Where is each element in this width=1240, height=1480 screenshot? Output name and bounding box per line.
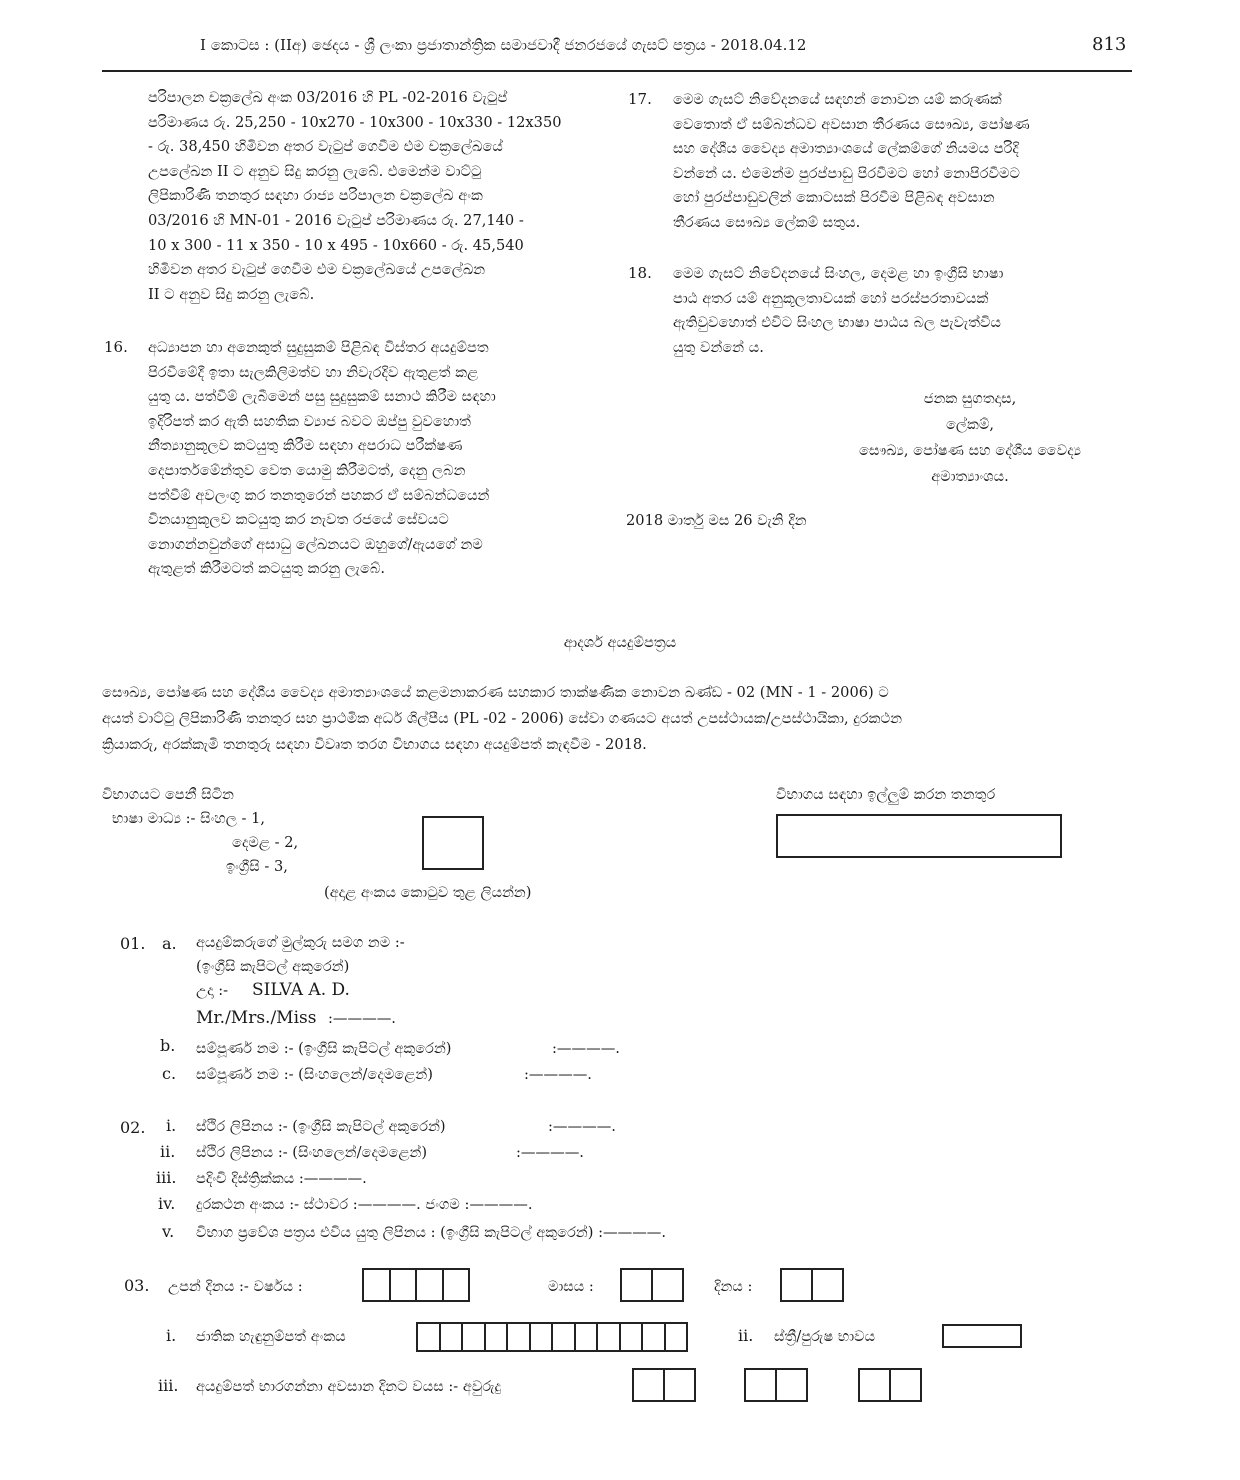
q01-a-letter: a.	[162, 934, 177, 953]
q03-i-numeral: i.	[166, 1326, 177, 1345]
text-line: II ට අනුව සිදු කරනු ලැබේ.	[148, 285, 315, 303]
q01-b-letter: b.	[160, 1036, 176, 1055]
medium-code-box[interactable]	[422, 816, 484, 870]
gender-box[interactable]	[942, 1324, 1022, 1348]
dob-month-label: මාසය :	[548, 1278, 594, 1295]
text-line: අධ්‍යාපන හා අනෙකුත් සුදුසුකම් පිළිබඳ විස්තර අයදුම්පත	[148, 339, 489, 356]
text-line: 10 x 300 - 11 x 350 - 10 x 495 - 10x660 - රු. 45,540	[148, 236, 524, 254]
q01-c-field[interactable]: :————.	[524, 1066, 592, 1083]
medium-tamil: දෙමළ - 2,	[232, 834, 299, 851]
dob-day-boxes[interactable]	[780, 1268, 844, 1302]
q02-iii-numeral: iii.	[156, 1168, 177, 1187]
q02-ii-label: ස්ථිර ලිපිනය :- (සිංහලෙන්/දෙමළෙන්)	[196, 1144, 428, 1161]
dob-year-boxes[interactable]	[362, 1268, 470, 1302]
text-line: පරිපාලන චක්‍රලේඛ අංක 03/2016 හි PL -02-2016 වැටුප්	[148, 89, 508, 106]
age-days-boxes[interactable]	[858, 1368, 922, 1402]
nic-number-boxes[interactable]	[416, 1322, 688, 1352]
text-line: - රු. 38,450 හිමිවන අතර වැටුප් ගෙවීම එම චක්‍රලේඛයේ	[148, 138, 503, 156]
q02-ii-field[interactable]: :————.	[516, 1144, 584, 1161]
medium-note: (අදාළ අංකය කොටුව තුළ ලියන්න)	[324, 884, 532, 901]
text-line: මෙම ගැසට් නිවේදනයේ සිංහල, දෙමළ හා ඉංග්‍රීසි භාෂා	[673, 265, 1004, 282]
signatory-ministry-line2: අමාත්‍යාංශය.	[931, 468, 1009, 485]
medium-english: ඉංග්‍රීසි - 3,	[226, 858, 288, 875]
form-intro	[102, 680, 1132, 758]
q01-number: 01.	[120, 934, 146, 953]
text-line: විනයානුකූලව කටයුතු කර නැවත රජයේ සේවයට	[148, 511, 449, 529]
paragraph-15-continued	[148, 86, 600, 307]
gender-label: ස්ත්‍රී/පුරුෂ භාවය	[774, 1328, 876, 1345]
text-line: යුතු ය. පත්වීම් ලැබීමෙන් පසු සුදුසුකම් සනාථ කිරීම සඳහා	[148, 388, 496, 406]
text-line: පරිමාණය රු. 25,250 - 10x270 - 10x300 - 10x330 - 12x350	[148, 113, 562, 131]
nic-label: ජාතික හැඳුනුම්පත් අංකය	[196, 1328, 346, 1345]
q03-number: 03.	[124, 1276, 150, 1295]
q01-b-field[interactable]: :————.	[552, 1040, 620, 1057]
q02-number: 02.	[120, 1118, 146, 1137]
text-line: සෞඛ්‍ය, පෝෂණ සහ දේශීය වෛද්‍ය අමාත්‍යාංශයේ කළමනාකරණ සහකාර තාක්ෂණික නොවන ඛණ්ඩ - 02 (MN - 1 - 2006) ට	[102, 684, 889, 701]
text-line: පාඨ අතර යම් අනුකූලතාවයක් හෝ පරස්පරතාවයක්	[673, 289, 989, 307]
paragraph-16-number: 16.	[104, 338, 128, 356]
q02-phone-field[interactable]: දුරකථන අංකය :- ස්ථාවර :————. ජංගම :————.	[196, 1196, 533, 1213]
q02-v-numeral: v.	[162, 1222, 175, 1241]
paragraph-17-number: 17.	[628, 90, 652, 108]
q01-a-sub: (ඉංග්‍රීසි කැපිටල් අකුරෙන්)	[196, 958, 350, 975]
q02-i-numeral: i.	[166, 1116, 177, 1135]
q02-i-label: ස්ථිර ලිපිනය :- (ඉංග්‍රීසි කැපිටල් අකුරෙන්)	[196, 1118, 446, 1135]
text-line: සහ දේශීය වෛද්‍ය අමාත්‍යාංශයේ ලේකම්ගේ නියමය පරිදි	[673, 140, 1019, 158]
text-line: නීත්‍යානුකූලව කටයුතු කිරීම සඳහා අපරාධ පරීක්ෂණ	[148, 437, 463, 455]
text-line: තීරණය සෞඛ්‍ය ලේකම් සතුය.	[673, 213, 861, 231]
post-applied-box[interactable]	[776, 814, 1062, 858]
dob-day-label: දිනය :	[714, 1278, 753, 1295]
q01-title-field[interactable]: :————.	[328, 1010, 396, 1027]
medium-title: විභාගයට පෙනී සිටින	[102, 786, 234, 803]
q01-c-label: සම්පූර්ණ නම :- (සිංහලෙන්/දෙමළෙන්)	[196, 1066, 433, 1083]
text-line: මෙම ගැසට් නිවේදනයේ සඳහන් නොවන යම් කරුණක්	[673, 91, 1002, 108]
q02-iv-numeral: iv.	[158, 1194, 176, 1213]
q03-ii-numeral: ii.	[738, 1326, 754, 1345]
age-label: අයදුම්පත් භාරගන්නා අවසාන දිනට වයස :- අවුරුදු	[196, 1378, 501, 1395]
q02-district-field[interactable]: පදිංචි දිස්ත්‍රික්කය :————.	[196, 1170, 367, 1187]
q02-admission-address-field[interactable]: විභාග ප්‍රවේශ පත්‍රය එවිය යුතු ලිපිනය : (ඉංග්‍රීසි කැපිටල් අකුරෙන්) :————.	[196, 1224, 667, 1241]
q01-example-prefix: උදා :-	[196, 982, 229, 999]
signatory-name: ජනක සුගතදාස,	[923, 390, 1017, 407]
form-heading: ආදර්ශ අයදුම්පත්‍රය	[563, 634, 677, 651]
post-label: විභාගය සඳහා ඉල්ලුම් කරන තනතුර	[776, 786, 996, 803]
text-line: ඇතුළත් කිරීමටත් කටයුතු කරනු ලැබේ.	[148, 560, 385, 578]
q01-c-letter: c.	[162, 1064, 177, 1083]
text-line: ක්‍රියාකරු, අරක්කැමි තනතුරු සඳහා විවෘත තරග විභාගය සඳහා අයදුම්පත් කැඳවීම - 2018.	[102, 736, 647, 753]
gazette-header: I කොටස : (IIඅ) ඡෙදය - ශ්‍රී ලංකා ප්‍රජාතාන්ත්‍රික සමාජවාදී ජනරජයේ ගැසට් පත්‍රය - 2018.04.12	[200, 36, 807, 54]
text-line: පිරවීමේදී ඉතා සැලකිලිමත්ව හා නිවැරදිව ඇතුළත් කළ	[148, 363, 479, 381]
page-number: 813	[1092, 34, 1127, 55]
signature-block	[770, 386, 1170, 490]
medium-sinhala: භාෂා මාධ්‍ය :- සිංහල - 1,	[112, 810, 266, 827]
text-line: ඉදිරිපත් කර ඇති සහතික ව්‍යාජ බවට ඔප්පු වුවහොත්	[148, 412, 471, 430]
text-line: වන්නේ ය. එමෙන්ම පුරප්පාඩු පිරවීමට හෝ නොපිරවීමට	[673, 164, 1020, 182]
paragraph-18	[673, 262, 1127, 360]
dob-month-boxes[interactable]	[620, 1268, 684, 1302]
text-line: දෙපාර්තමේන්තුව වෙත යොමු කිරීමටත්, දෙනු ලබන	[148, 461, 466, 479]
paragraph-18-number: 18.	[628, 264, 652, 282]
q01-b-label: සම්පූර්ණ නම :- (ඉංග්‍රීසි කැපිටල් අකුරෙන්)	[196, 1040, 452, 1057]
age-years-boxes[interactable]	[632, 1368, 696, 1402]
text-line: හිමිවන අතර වැටුප් ගෙවීම එම චක්‍රලේඛයේ උපලේඛන	[148, 261, 486, 279]
q01-title-options: Mr./Mrs./Miss	[196, 1008, 317, 1028]
text-line: නොගන්නවුන්ගේ අසාධු ලේඛනයට ඔහුගේ/ඇයගේ නම	[148, 535, 483, 553]
signatory-title: ලේකම්,	[945, 416, 995, 433]
text-line: 03/2016 හි MN-01 - 2016 වැටුප් පරිමාණය රු. 27,140 -	[148, 211, 524, 229]
q03-iii-numeral: iii.	[158, 1376, 179, 1395]
q02-ii-numeral: ii.	[160, 1142, 176, 1161]
text-line: වෙතොත් ඒ සම්බන්ධව අවසාන තීරණය සෞඛ්‍ය, පෝෂණ	[673, 115, 1030, 133]
text-line: පත්වීම් අවලංගු කර තනතුරෙන් පහකර ඒ සම්බන්ධයෙන්	[148, 486, 490, 504]
notice-date: 2018 මාර්තු මස 26 වැනි දින	[626, 512, 807, 529]
text-line: හෝ පුරප්පාඩුවලින් කොටසක් පිරවීම පිළිබඳ අවසාන	[673, 189, 995, 207]
text-line: ඇතිවුවහොත් එවිට සිංහල භාෂා පාඨය බල පැවැත්විය	[673, 314, 1002, 332]
header-rule	[102, 70, 1132, 72]
text-line: ලිපිකාරිණි තනතුර සඳහා රාජ්‍ය පරිපාලන චක්‍රලේඛ අංක	[148, 187, 483, 205]
q01-a-label: අයදුම්කරුගේ මුල්කුරු සමග නම :-	[196, 934, 405, 951]
text-line: යුතු වන්නේ ය.	[673, 338, 764, 356]
dob-year-label: උපන් දිනය :- වර්ෂය :	[168, 1278, 303, 1295]
age-months-boxes[interactable]	[744, 1368, 808, 1402]
paragraph-16	[148, 336, 600, 582]
q01-example: SILVA A. D.	[252, 980, 350, 1000]
text-line: අයත් වාට්ටු ලිපිකාරිණි තනතුර සහ ප්‍රාථමික අර්ධ ශිල්පීය (PL -02 - 2006) සේවා ගණයට අයත් උපස්ථායක/උපස්ථායිකා, දුරකථන	[102, 710, 903, 727]
signatory-ministry: සෞඛ්‍ය, පෝෂණ සහ දේශීය වෛද්‍ය	[859, 442, 1081, 459]
q02-i-field[interactable]: :————.	[548, 1118, 616, 1135]
text-line: උපලේඛන II ට අනුව සිදු කරනු ලැබේ. එමෙන්ම වාට්ටු	[148, 162, 482, 180]
paragraph-17	[673, 88, 1127, 236]
